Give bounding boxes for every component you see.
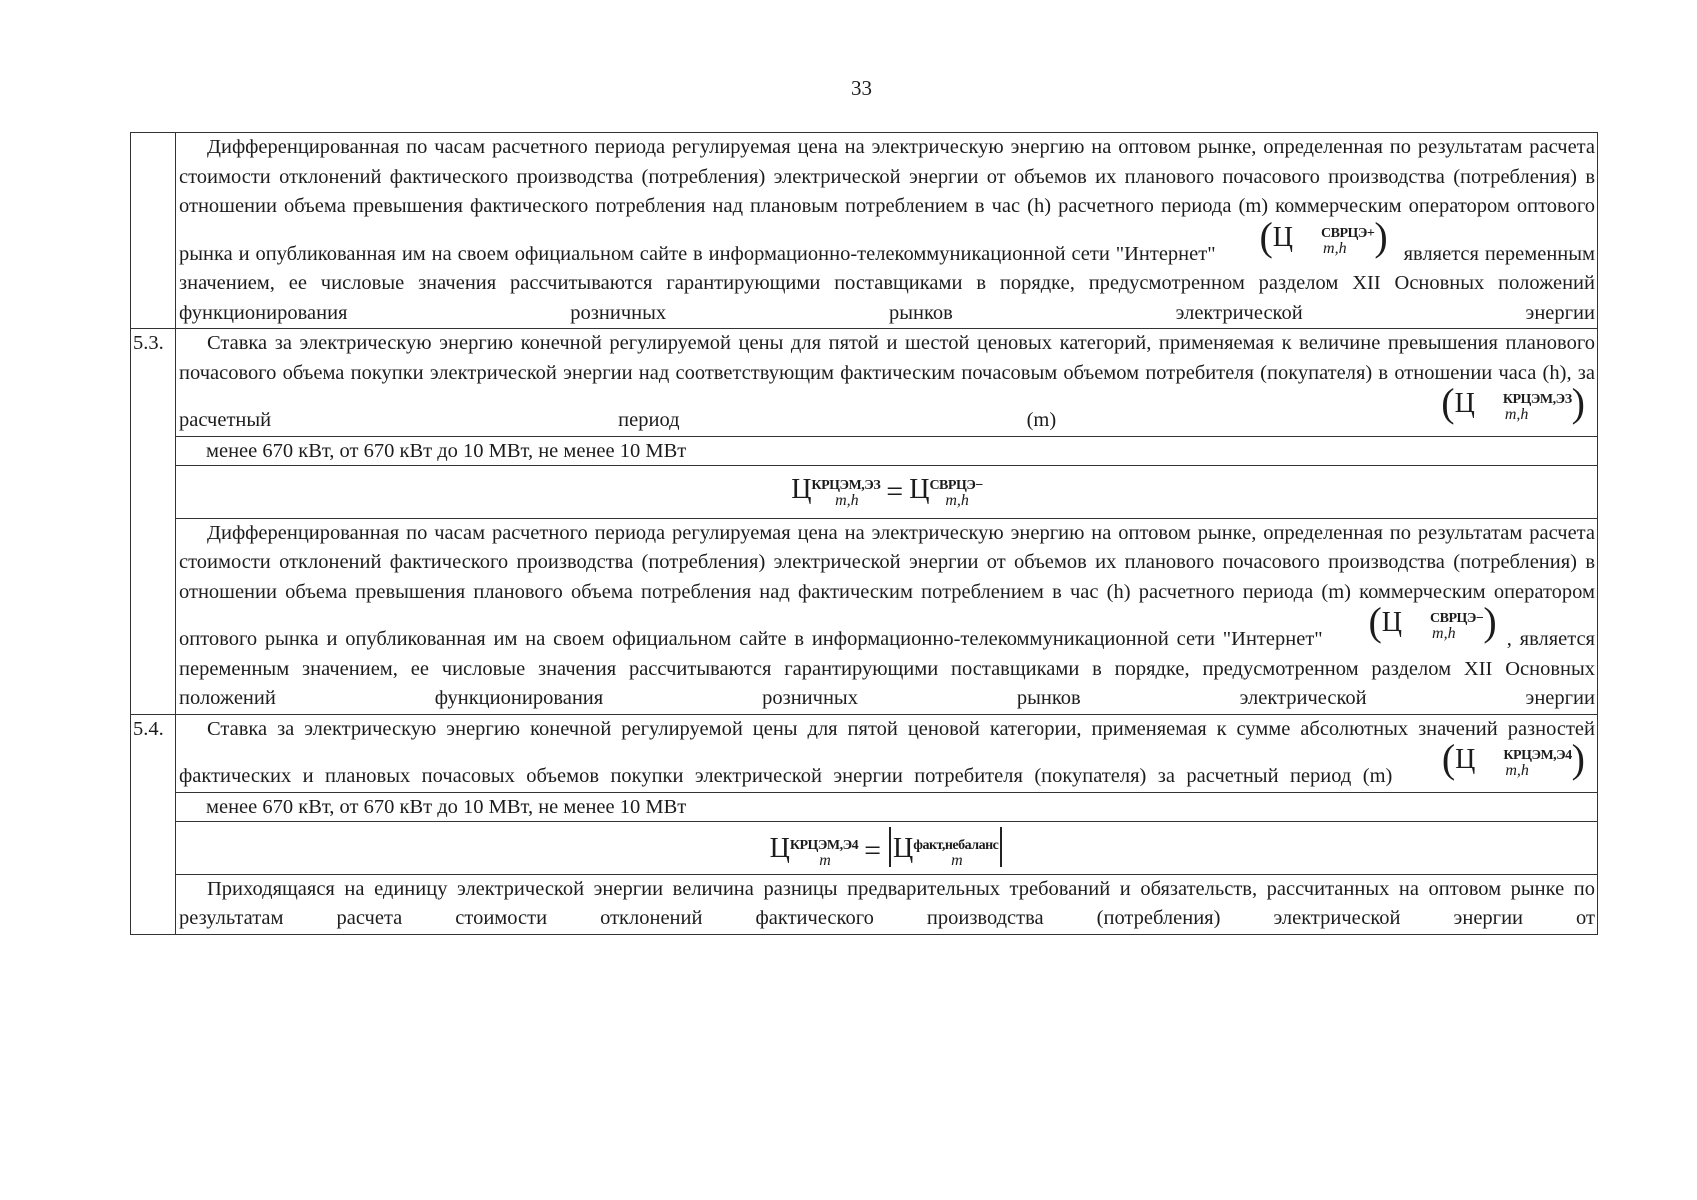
paragraph <box>179 875 1595 934</box>
item-number-cell <box>131 133 176 329</box>
table-row <box>131 329 1598 437</box>
table-row <box>131 436 1598 465</box>
tariff-table <box>130 132 1598 935</box>
abs-bar-right <box>1000 827 1002 867</box>
description-cell <box>176 133 1598 329</box>
text-part: Приходящаяся на единицу электрической энергии величина разницы предварительных требований и обязательств, рассчитанных на оптовом рынке по результатам расчета стоимости отклонений фактического производства (потребления) электрической энергии от <box>179 877 1595 929</box>
item-number-cell: 5.3. <box>131 329 176 715</box>
category-cell: менее 670 кВт, от 670 кВт до 10 МВт, не менее 10 МВт <box>176 436 1598 465</box>
formula: Ц КРЦЭМ,Э4 m = Ц факт,небаланс m <box>770 827 1005 867</box>
description-cell <box>176 518 1598 714</box>
category-cell: менее 670 кВт, от 670 кВт до 10 МВт, не менее 10 МВт <box>176 792 1598 821</box>
table-row <box>131 821 1598 874</box>
table-row <box>131 465 1598 518</box>
text-part: Дифференцированная по часам расчетного периода регулируемая цена на электрическую энергию на оптовом рынке, определенная по результатам расчета стоимости отклонений фактического производства (потребления) электрической энергии от объемов их планового почасового производства (потребления) в отношении объема превышения фактического потребления над плановым потреблением в час (h) расчетного периода (m) коммерческим оператором оптового рынка и опубликованная им на своем официальном сайте в информационно-телекоммуникационной сети "Интернет" <box>179 136 1595 265</box>
formula-symbol: (Ц КРЦЭМ,Э4 m,h ) <box>1441 736 1585 781</box>
text-part: , является переменным значением, ее числовые значения рассчитываются гарантирующими поставщиками в порядке, предусмотренном разделом XII Основных положений функционирования розничных рынков электрической энергии <box>179 628 1595 709</box>
description-cell <box>176 714 1598 792</box>
formula-symbol: (Ц СВРЦЭ− m,h ) <box>1368 599 1497 644</box>
table-row <box>131 518 1598 714</box>
formula-cell <box>176 821 1598 874</box>
paragraph <box>179 329 1595 436</box>
table-row <box>131 714 1598 792</box>
table-row <box>131 133 1598 329</box>
formula-symbol: (Ц СВРЦЭ+ m,h ) <box>1259 213 1388 259</box>
description-cell <box>176 874 1598 934</box>
paragraph <box>179 133 1595 328</box>
paragraph <box>179 519 1595 714</box>
formula-symbol: (Ц КРЦЭМ,ЭЗ m,h ) <box>1441 380 1585 425</box>
text-part: Ставка за электрическую энергию конечной регулируемой цены для пятой и шестой ценовых категорий, применяемая к величине превышения планового почасового объема покупки электрической энергии над соответствующим фактическим почасовым объемом потребителя (покупателя) в отношении часа (h), за расчетный период (m) <box>179 332 1595 431</box>
table-row <box>131 792 1598 821</box>
paragraph <box>179 715 1595 792</box>
page-number: 33 <box>851 76 872 100</box>
text-part: Дифференцированная по часам расчетного периода регулируемая цена на электрическую энергию на оптовом рынке, определенная по результатам расчета стоимости отклонений фактического производства (потребления) электрической энергии от объемов их планового почасового производства (потребления) в отношении объема превышения планового объема потребления над фактическим потреблением в час (h) расчетного периода (m) коммерческим оператором оптового рынка и опубликованная им на своем официальном сайте в информационно-телекоммуникационной сети "Интернет" <box>179 521 1595 650</box>
text-part: Ставка за электрическую энергию конечной регулируемой цены для пятой ценовой категории, применяемая к сумме абсолютных значений разностей фактических и плановых почасовых объемов покупки электрической энергии потребителя (покупателя) за расчетный период (m) <box>179 717 1595 787</box>
text-part: является переменным значением, ее числовые значения рассчитываются гарантирующими поставщиками в порядке, предусмотренном разделом XII Основных положений функционирования розничных рынков электрической энергии <box>179 242 1596 324</box>
abs-bar-left <box>889 827 891 867</box>
item-number-cell: 5.4. <box>131 714 176 934</box>
formula-cell <box>176 465 1598 518</box>
formula: Ц КРЦЭМ,ЭЗ m,h = Ц СВРЦЭ− m,h <box>791 473 983 510</box>
description-cell <box>176 329 1598 437</box>
table-row <box>131 874 1598 934</box>
